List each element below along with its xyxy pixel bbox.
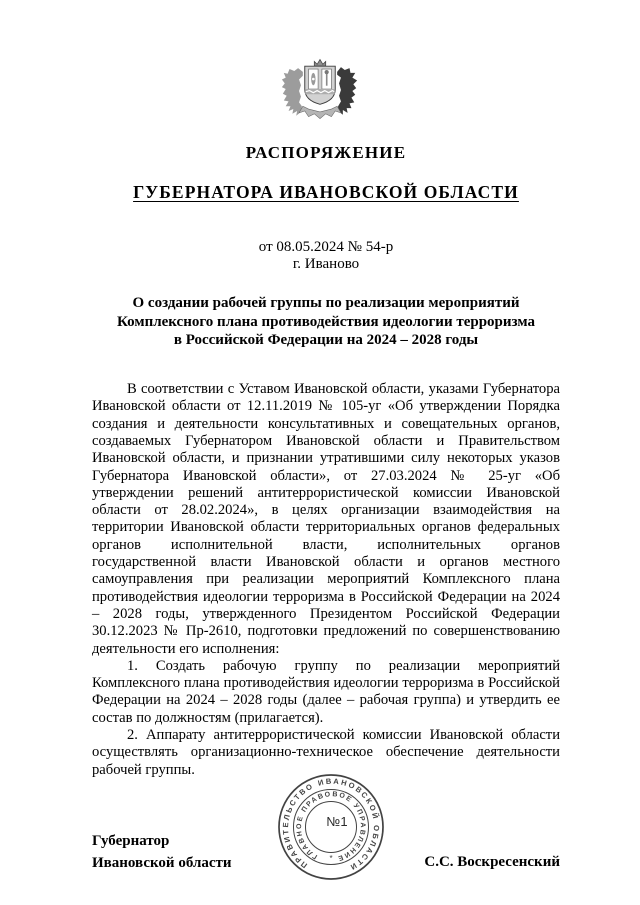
- paragraph-item-1: 1. Создать рабочую группу по реализации мероприятий Комплексного плана противодействия идеологии терроризма в Российской Федерации на 2024 – 2028 годы (далее – рабочая группа) и утвердить ее состав по должностям (прилагается).: [92, 657, 560, 726]
- subject-line: в Российской Федерации на 2024 – 2028 годы: [173, 332, 479, 349]
- city-line: г. Иваново: [292, 256, 360, 272]
- paragraph-item-2: 2. Аппарату антитеррористической комиссии Ивановской области осуществлять организационно-техническое обеспечение деятельности рабочей группы.: [92, 727, 560, 778]
- subject-line: Комплексного плана противодействия идеологии терроризма: [117, 313, 535, 330]
- signer-position-line: Ивановской области: [92, 854, 232, 871]
- ivanovo-coat-of-arms-icon: [280, 58, 360, 122]
- signer-position-line: Губернатор: [92, 832, 170, 849]
- subject-line: О создании рабочей группы по реализации мероприятий: [132, 295, 520, 311]
- signer-position: [92, 830, 232, 874]
- document-content: [0, 143, 640, 874]
- body-text: [92, 381, 560, 779]
- doc-type-title: РАСПОРЯЖЕНИЕ: [245, 143, 407, 162]
- date-number-line: от 08.05.2024 № 54-р: [258, 239, 394, 255]
- signature-block: [92, 830, 560, 874]
- stamp-inner-ring-text: ГЛАВНОЕ ПРАВОВОЕ УПРАВЛЕНИЕ: [296, 791, 366, 862]
- stamp-number: №1: [326, 814, 348, 829]
- paragraph-preamble: В соответствии с Уставом Ивановской области, указами Губернатора Ивановской области от 12.11.2019 № 105-уг «Об утверждении Порядка создания и деятельности консультативных и совещательных органов, создаваемых Губернатором Ивановской области и Правительством Ивановской области, и признании утратившими силу некоторых указов Губернатора Ивановской области», от 27.03.2024 № 25-уг «Об утверждении решений антитеррористической комиссии Ивановской области от 28.02.2024», в целях организации взаимодействия на территории Ивановской области территориальных органов федеральных органов исполнительной власти, исполнительных органов государственной власти Ивановской области и органов местного самоуправления при реализации мероприятий Комплексного плана противодействия идеологии терроризма в Российской Федерации на 2024 – 2028 годы, утвержденного Президентом Российской Федерации 30.12.2023 № Пр-2610, подготовки предложений по совершенствованию деятельности его исполнения:: [92, 381, 560, 657]
- emblem-container: [0, 0, 640, 127]
- stamp-outer-ring-text: ПРАВИТЕЛЬСТВО ИВАНОВСКОЙ ОБЛАСТИ: [281, 776, 381, 872]
- doc-authority-subtitle: ГУБЕРНАТОРА ИВАНОВСКОЙ ОБЛАСТИ: [133, 182, 519, 202]
- stamp-bottom-mark: *: [329, 854, 333, 863]
- signer-name: С.С. Воскресенский: [424, 853, 560, 870]
- subject-heading: [92, 294, 560, 350]
